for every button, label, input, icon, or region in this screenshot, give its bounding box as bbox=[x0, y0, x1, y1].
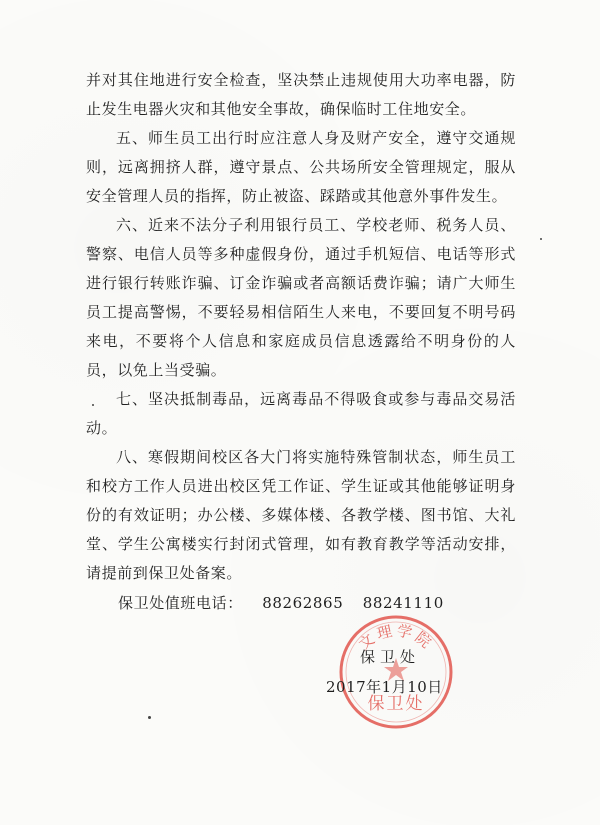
paragraph-continuation: 并对其住地进行安全检查，坚决禁止违规使用大功率电器，防止发生电器火灾和其他安全事故，确保临时工住地安全。 bbox=[86, 71, 516, 118]
duty-phone-label: 保卫处值班电话： bbox=[118, 594, 243, 612]
signature-office: 保卫处 bbox=[360, 648, 421, 666]
paragraph-item-6: 六、近来不法分子利用银行员工、学校老师、税务人员、警察、电信人员等多种虚假身份，通过手机短信、电话等形式进行银行转账诈骗、订金诈骗或者高额话费诈骗；请广大师生员工提高警惕，不要轻易相信陌生人来电，不要回复不明号码来电，不要将个人信息和家庭成员信息透露给不明身份的人员，以免上当受骗。 bbox=[86, 216, 516, 379]
seal-bottom-text: 保卫处 bbox=[367, 694, 425, 714]
document-body bbox=[86, 66, 516, 588]
scan-speck bbox=[92, 404, 94, 406]
scan-speck bbox=[540, 238, 542, 240]
duty-phone-number-1: 88262865 bbox=[262, 594, 344, 612]
scan-speck bbox=[148, 716, 151, 719]
signature-date: 2017年1月10日 bbox=[326, 678, 443, 696]
seal-top-text: 文理学院 bbox=[355, 621, 437, 654]
paragraph-item-7: 七、坚决抵制毒品，远离毒品不得吸食或参与毒品交易活动。 bbox=[86, 390, 516, 437]
official-seal bbox=[336, 612, 456, 732]
duty-phone-number-2: 88241110 bbox=[362, 594, 444, 612]
duty-phone-line bbox=[118, 592, 444, 613]
paragraph-item-5: 五、师生员工出行时应注意人身及财产安全，遵守交通规则，远离拥挤人群，遵守景点、公共场所安全管理规定，服从安全管理人员的指挥，防止被盗、踩踏或其他意外事件发生。 bbox=[86, 129, 516, 205]
paragraph-item-8: 八、寒假期间校区各大门将实施特殊管制状态，师生员工和校方工作人员进出校区凭工作证、学生证或其他能够证明身份的有效证明；办公楼、多媒体楼、各教学楼、图书馆、大礼堂、学生公寓楼实行封闭式管理，如有教育教学等活动安排，请提前到保卫处备案。 bbox=[86, 448, 516, 582]
